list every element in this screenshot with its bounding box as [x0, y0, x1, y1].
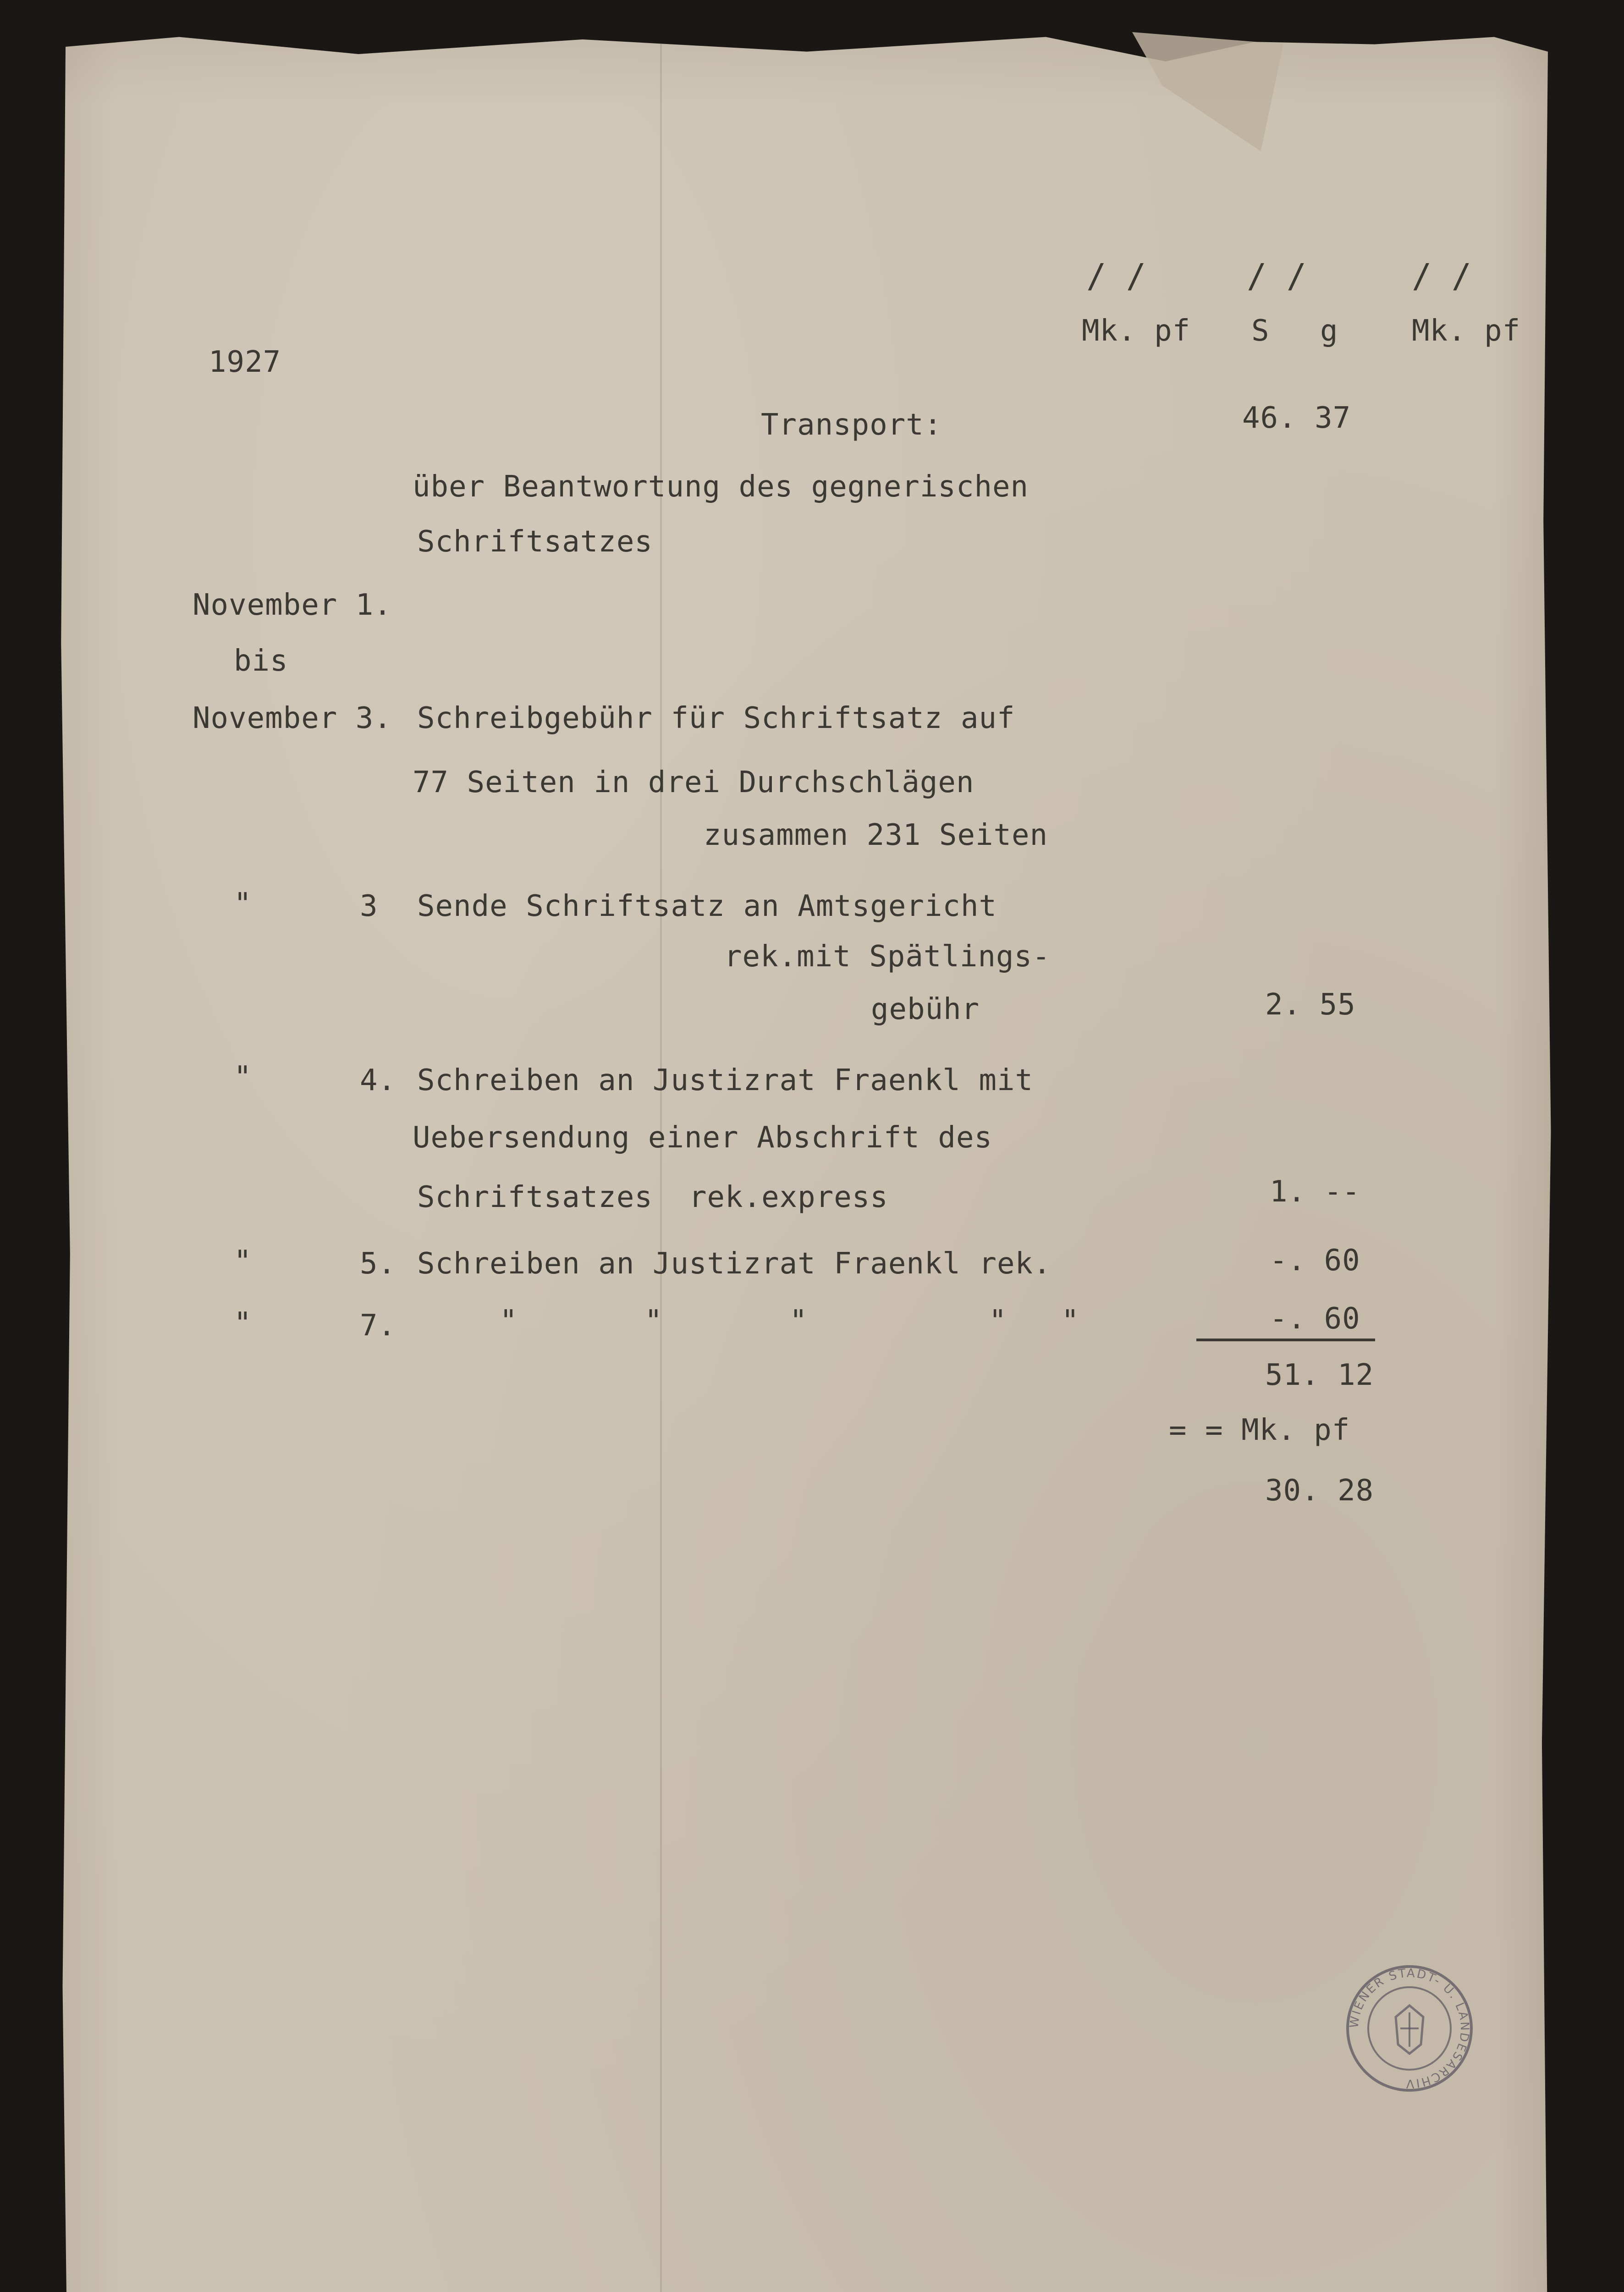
- header-slashes-s-g: / /: [1247, 257, 1307, 295]
- ditto-mark-4: ": [234, 1060, 252, 1094]
- header-slashes-mk-pf-2: / /: [1412, 257, 1472, 295]
- ditto-mark-7: ": [234, 1306, 252, 1340]
- day-4: 4.: [360, 1063, 396, 1097]
- column-header-mk-pf-2: Mk. pf: [1412, 314, 1521, 348]
- line-schreibgebuehr-1: Schreibgebühr für Schriftsatz auf: [417, 701, 1015, 735]
- column-header-mk-pf: Mk. pf: [1082, 314, 1191, 348]
- line-schreibgebuehr-3: zusammen 231 Seiten: [704, 818, 1048, 852]
- line-beantwortung-1: über Beantwortung des gegnerischen: [413, 470, 1029, 504]
- line-sende-3: gebühr: [871, 992, 980, 1026]
- line-sende-2: rek.mit Spätlings-: [724, 940, 1051, 974]
- date-november-1: November 1.: [193, 588, 392, 622]
- ditto-mark-3: ": [234, 887, 252, 921]
- amount-schreiben5: -. 60: [1270, 1244, 1360, 1278]
- transport-amount: 46. 37: [1242, 401, 1351, 435]
- line-schreiben4-3: Schriftsatzes rek.express: [417, 1180, 888, 1214]
- year: 1927: [209, 345, 281, 379]
- line-schreibgebuehr-2: 77 Seiten in drei Durchschlägen: [413, 766, 974, 799]
- converted-total: 30. 28: [1265, 1474, 1374, 1508]
- transport-label: Transport:: [761, 408, 942, 442]
- line-ditto-7: " " " " ": [500, 1304, 1079, 1338]
- header-slashes-mk-pf: / /: [1086, 257, 1146, 295]
- archive-stamp-icon: [1343, 1962, 1476, 2095]
- paper-sheet: [60, 32, 1554, 2292]
- column-header-g: g: [1320, 314, 1338, 348]
- line-schreiben4-1: Schreiben an Justizrat Fraenkl mit: [417, 1063, 1034, 1097]
- line-sende-1: Sende Schriftsatz an Amtsgericht: [417, 889, 997, 923]
- amount-schreiben4: 1. --: [1270, 1175, 1360, 1209]
- paper-crease: [660, 32, 662, 2292]
- sum-rule: [1196, 1339, 1375, 1341]
- ditto-mark-5: ": [234, 1245, 252, 1278]
- conversion-label: = = Mk. pf: [1169, 1413, 1350, 1447]
- amount-7: -. 60: [1270, 1302, 1360, 1336]
- amount-sende: 2. 55: [1265, 988, 1356, 1022]
- line-beantwortung-2: Schriftsatzes: [417, 525, 653, 559]
- svg-text:WIENER STADT- U. LANDESARCHIV: WIENER STADT- U. LANDESARCHIV: [1347, 1966, 1472, 2091]
- total-amount: 51. 12: [1265, 1358, 1374, 1392]
- date-november-3: November 3.: [193, 701, 392, 735]
- column-header-s: S: [1251, 314, 1270, 348]
- day-3: 3: [360, 889, 378, 923]
- line-schreiben4-2: Uebersendung einer Abschrift des: [413, 1121, 992, 1155]
- day-7: 7.: [360, 1309, 396, 1343]
- date-bis: bis: [234, 644, 288, 678]
- line-schreiben5: Schreiben an Justizrat Fraenkl rek.: [417, 1247, 1051, 1281]
- day-5: 5.: [360, 1247, 396, 1281]
